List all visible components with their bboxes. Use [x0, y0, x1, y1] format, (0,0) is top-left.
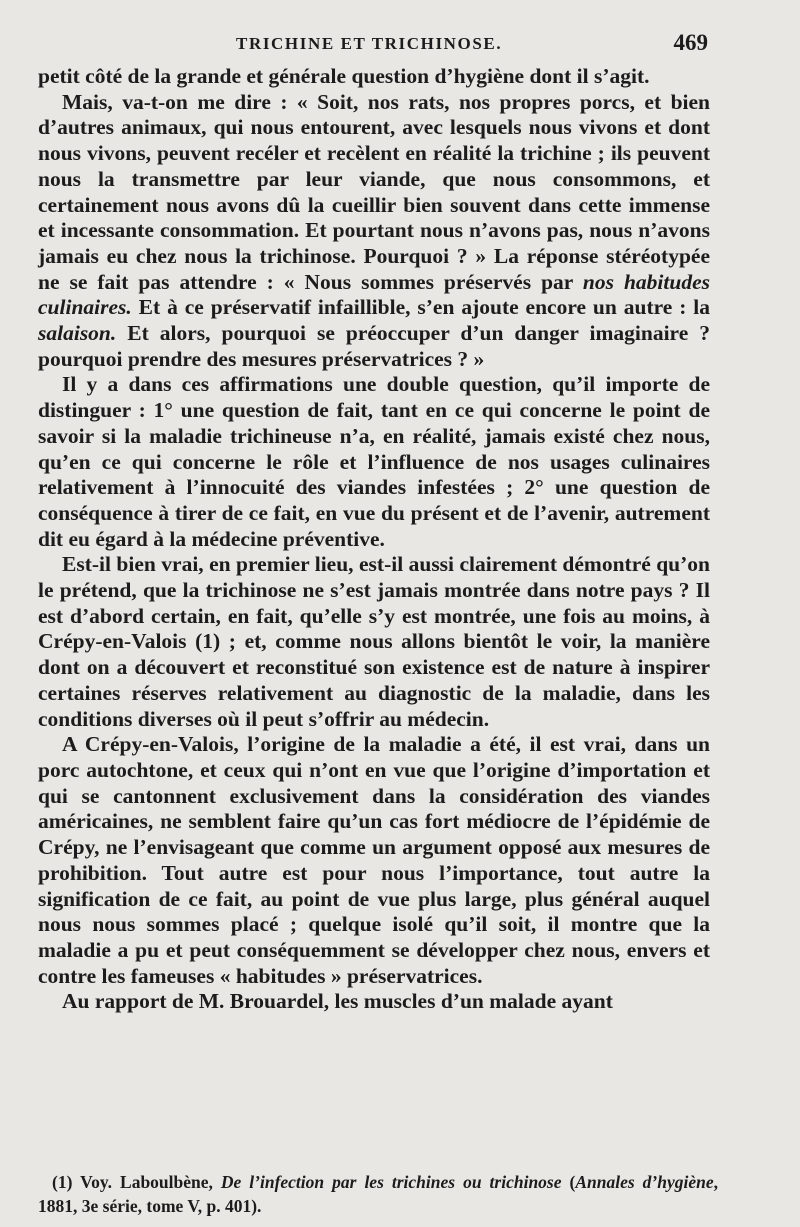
- page-number: 469: [673, 30, 708, 55]
- footnote-paragraph: [38, 1170, 718, 1218]
- paragraph-2-text: Il y a dans ces affirmations une double question, qu’il importe de distinguer : 1° une question de fait, tant en ce qui concerne le point de savoir si la maladie trichineuse n’a, en réalité, jamais existé chez nous, qu’en ce qui concerne le rôle et l’influence de nos usages culinaires relativement à l’innocuité des viandes infestées ; 2° une question de conséquence à tirer de ce fait, en vue du présent et de l’avenir, autrement dit eu égard à la médecine préventive.: [38, 372, 710, 551]
- footnote-text-b: (: [561, 1172, 576, 1192]
- paragraph-5-text: Au rapport de M. Brouardel, les muscles d’un malade ayant: [62, 989, 613, 1014]
- paragraph-4-text: A Crépy-en-Valois, l’origine de la maladie a été, il est vrai, dans un porc autochtone, et ceux qui n’ont en vue que l’origine d’importation et qui se cantonnent exclusivement dans la considération des viandes américaines, ne semblent faire qu’un cas fort médiocre de l’épidémie de Crépy, ne l’envisageant que comme un argument opposé aux mesures de prohibition. Tout autre est pour nous l’importance, tout autre la signification de ce fait, au point de vue plus large, plus général auquel nous nous sommes placé ; quelque isolé qu’il soit, il montre que la maladie a pu et peut conséquemment se développer chez nous, envers et contre les fameuses « habitudes » préservatrices.: [38, 732, 710, 988]
- paragraph-2: [38, 372, 710, 552]
- footnote-italic-a: De l’infection par les trichines ou trichinose: [220, 1172, 562, 1192]
- footnote-text-c: , 1881, 3e série, tome V, p. 401).: [38, 1172, 718, 1216]
- paragraph-5: [38, 989, 710, 1015]
- paragraph-3-text: Est-il bien vrai, en premier lieu, est-il aussi clairement démontré qu’on le prétend, que la trichinose ne s’est jamais montrée dans notre pays ? Il est d’abord certain, en fait, qu’elle s’y est montrée, une fois au moins, à Crépy-en-Valois (1) ; et, comme nous allons bientôt le voir, la manière dont on a découvert et reconstitué son existence est de nature à inspirer certaines réserves relativement au diagnostic de la maladie, dans les conditions diverses où il peut s’offrir au médecin.: [38, 552, 710, 731]
- footnote-text-a: (1) Voy. Laboulbène,: [52, 1172, 221, 1192]
- paragraph-1: [38, 90, 710, 373]
- paragraph-1-text-b: Et à ce préservatif infaillible, s’en ajoute encore un autre : la: [131, 295, 710, 320]
- footnote-italic-b: Annales d’hygiène: [575, 1172, 714, 1192]
- footnote: [38, 1170, 718, 1218]
- paragraph-1-italic-b: salaison.: [38, 321, 117, 346]
- paragraph-0: [38, 64, 710, 90]
- paragraph-1-text-c: Et alors, pourquoi se préoccuper d’un danger imaginaire ? pourquoi prendre des mesures préservatrices ? »: [38, 321, 710, 371]
- running-head: [38, 30, 706, 58]
- paragraph-1-text-a: Mais, va-t-on me dire : « Soit, nos rats, nos propres porcs, et bien d’autres animaux, qui nous entourent, avec lesquels nous vivons et dont nous vivons, peuvent recéler et recèlent en réalité la trichine ; ils peuvent nous la transmettre par leur viande, que nous consommons, et certainement nous avons dû la cueillir bien souvent dans cette immense et incessante consommation. Et pourtant nous n’avons pas, nous n’avons jamais eu chez nous la trichinose. Pourquoi ? » La réponse stéréotypée ne se fait pas attendre : « Nous sommes préservés par: [38, 89, 710, 294]
- paragraph-3: [38, 552, 710, 732]
- paragraph-0-text: petit côté de la grande et générale question d’hygiène dont il s’agit.: [38, 64, 650, 88]
- paragraph-1-italic-a: nos habitudes culinaires.: [38, 269, 710, 320]
- main-text: [38, 64, 710, 1015]
- paragraph-4: [38, 732, 710, 989]
- running-title: TRICHINE ET TRICHINOSE.: [236, 34, 503, 53]
